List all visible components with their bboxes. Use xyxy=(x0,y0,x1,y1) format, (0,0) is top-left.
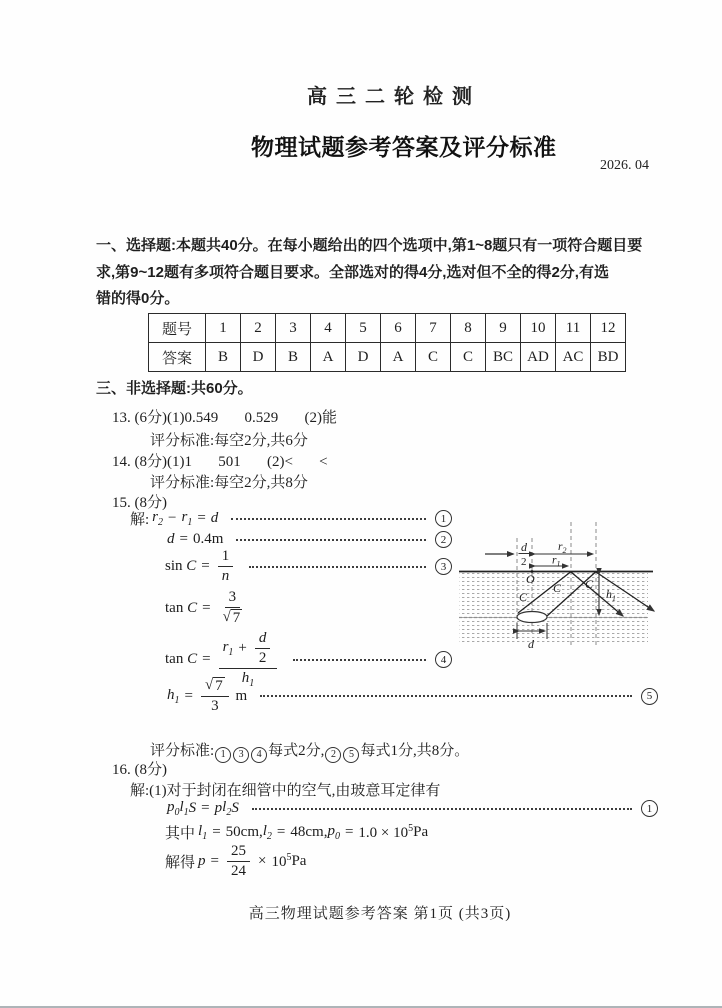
table-cell: AC xyxy=(556,343,591,372)
fraction: $\frac{1}{n}$ xyxy=(218,548,234,585)
equation-number-badge: 2 xyxy=(435,531,452,548)
circled-number: 2 xyxy=(325,747,341,763)
fraction: 3 √ 7 xyxy=(219,589,247,627)
table-cell: D xyxy=(346,343,381,372)
equation-prefix: 解: xyxy=(130,512,150,528)
equation-number-badge: 1 xyxy=(435,510,452,527)
intro-line: 错的得0分。 xyxy=(96,290,180,307)
row-header-cell: 答案 xyxy=(149,343,206,372)
question-13-scoring: 评分标准:每空2分,共6分 xyxy=(150,433,308,449)
circled-number: 1 xyxy=(215,747,231,763)
scoring-text: 评分标准: xyxy=(150,743,215,759)
question-16-number: 16. (8分) xyxy=(112,762,167,778)
table-cell: 2 xyxy=(241,314,276,343)
table-cell: 7 xyxy=(416,314,451,343)
table-cell: 1 xyxy=(206,314,241,343)
equation-line xyxy=(167,531,452,548)
table-cell: AD xyxy=(521,343,556,372)
circled-number: 4 xyxy=(251,747,267,763)
dotted-leader xyxy=(249,566,426,568)
question-16-solution-intro: 解:(1)对于封闭在细管中的空气,由玻意耳定律有 xyxy=(130,783,441,799)
table-cell: 9 xyxy=(486,314,521,343)
choice-section-intro xyxy=(96,233,642,313)
equation-number-badge: 3 xyxy=(435,558,452,575)
equation-prefix: 解得 xyxy=(165,855,196,871)
d-half-numerator-label: d xyxy=(521,540,527,554)
equation-number-badge: 4 xyxy=(435,651,452,668)
equation-line xyxy=(167,677,658,715)
formula: tan C = $r_1$ + $\frac{d}{2}$ $h_1$ xyxy=(165,630,280,689)
question-15-number: 15. (8分) xyxy=(112,495,167,511)
intro-line: 一、选择题:本题共40分。在每小题给出的四个选项中,第1~8题只有一项符合题目要 xyxy=(96,237,643,254)
formula: $r_2$ − $r_1$ = d xyxy=(152,509,219,528)
r2-label: $r_2$ xyxy=(558,541,567,555)
table-cell: A xyxy=(381,343,416,372)
dotted-leader xyxy=(236,539,426,541)
formula: $h_1$ = √ $\frac{7}{3}$ m xyxy=(167,677,247,715)
equation-prefix: 其中 xyxy=(165,826,196,842)
d-label: d xyxy=(528,637,534,651)
table-cell: 11 xyxy=(556,314,591,343)
table-cell: 8 xyxy=(451,314,486,343)
formula: tan C = 3 √ 7 xyxy=(165,589,249,627)
exam-title: 高三二轮检测 xyxy=(307,86,481,108)
row-header-cell: 题号 xyxy=(149,314,206,343)
h1-label: $h_1$ xyxy=(606,587,616,603)
equation-line xyxy=(165,822,428,843)
question-13-answer: 13. (6分)(1)0.549 0.529 (2)能 xyxy=(112,410,337,426)
fraction: $r_1$ + $\frac{d}{2}$ $h_1$ xyxy=(219,630,278,689)
circled-number: 3 xyxy=(233,747,249,763)
intro-line: 求,第9~12题有多项符合题目要求。全部选对的得4分,选对但不全的得2分,有选 xyxy=(96,263,609,281)
square-root: √ 7 xyxy=(205,677,225,695)
answer-key-title: 物理试题参考答案及评分标准 xyxy=(251,135,557,160)
question-14-answer: 14. (8分)(1)1 501 (2)< < xyxy=(112,454,328,470)
table-cell: 10 xyxy=(521,314,556,343)
answer-table-body xyxy=(149,314,626,372)
critical-angle-label: C xyxy=(553,581,562,595)
circled-number: 5 xyxy=(343,747,359,763)
table-cell: D xyxy=(241,343,276,372)
formula: sin C = $\frac{1}{n}$ xyxy=(165,548,236,585)
table-cell: A xyxy=(311,343,346,372)
critical-angle-label: C xyxy=(585,577,594,591)
d-half-denominator-label: 2 xyxy=(521,556,527,568)
equation-number-badge: 5 xyxy=(641,688,658,705)
light-tube xyxy=(517,612,547,623)
fraction: $\frac{25}{24}$ xyxy=(227,843,250,880)
formula: d = 0.4m xyxy=(167,531,224,547)
table-row xyxy=(149,343,626,372)
table-cell: C xyxy=(416,343,451,372)
formula: $l_1$ = 50cm, $l_2$ = 48cm, $p_0$ = $1.0 \times 10^5$ Pa xyxy=(198,822,429,842)
dotted-leader xyxy=(252,808,632,810)
equation-line xyxy=(165,548,452,585)
table-cell: BD xyxy=(591,343,626,372)
equation-line xyxy=(130,508,452,529)
square-root: √ 7 xyxy=(223,609,243,627)
exam-date: 2026. 04 xyxy=(600,158,649,173)
question-14-scoring: 评分标准:每空2分,共8分 xyxy=(150,475,308,491)
table-cell: 6 xyxy=(381,314,416,343)
equation-line xyxy=(165,589,249,627)
table-cell: 5 xyxy=(346,314,381,343)
equation-line xyxy=(167,799,658,818)
table-cell: 4 xyxy=(311,314,346,343)
page-footer: 高三物理试题参考答案 第1页 (共3页) xyxy=(248,906,512,922)
dotted-leader xyxy=(293,659,426,661)
dotted-leader xyxy=(231,518,426,520)
scoring-text: 每式2分, xyxy=(268,743,325,759)
table-row xyxy=(149,314,626,343)
dotted-leader xyxy=(260,695,632,697)
table-cell: C xyxy=(451,343,486,372)
answer-table xyxy=(148,313,626,372)
table-cell: 12 xyxy=(591,314,626,343)
critical-angle-label: C xyxy=(519,590,528,604)
origin-label: O xyxy=(526,572,535,586)
table-cell: BC xyxy=(486,343,521,372)
fraction: √ $\frac{7}{3}$ xyxy=(201,677,229,715)
table-cell: 3 xyxy=(276,314,311,343)
question-15-scoring xyxy=(150,739,469,763)
equation-number-badge: 1 xyxy=(641,800,658,817)
fraction: $\frac{d}{2}$ xyxy=(255,630,271,667)
r1-label: $r_1$ xyxy=(552,554,561,569)
free-response-heading: 三、非选择题:共60分。 xyxy=(96,380,253,397)
scoring-text: 每式1分,共8分。 xyxy=(360,743,470,759)
formula: $p_0$ $l_1$ S = p $l_2$ S xyxy=(167,799,239,818)
table-cell: B xyxy=(206,343,241,372)
equation-line xyxy=(165,843,306,880)
refraction-diagram xyxy=(457,512,672,652)
formula: p = $\frac{25}{24}$ × $10^5$ Pa xyxy=(198,843,307,879)
table-cell: B xyxy=(276,343,311,372)
